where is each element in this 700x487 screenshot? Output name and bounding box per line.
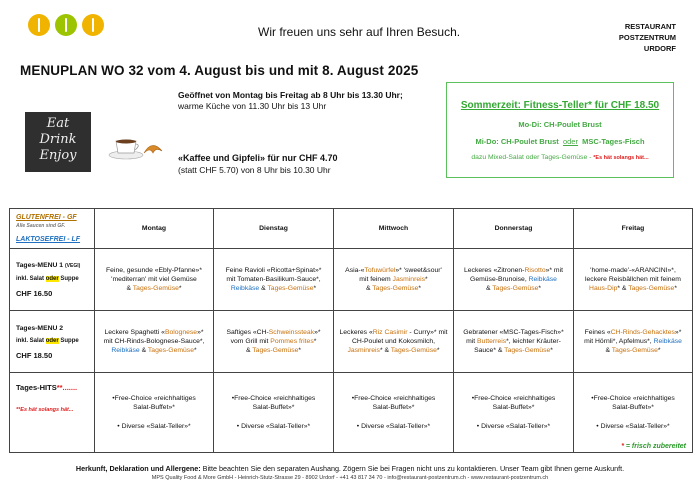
dish-gf: Riz Casimir [372, 329, 408, 336]
dish-text: »* 'sweet&sour' [395, 267, 442, 274]
restaurant-line: URDORF [643, 44, 676, 53]
dish-gf: Tages-Gemüse [611, 347, 658, 354]
kitchen-hours-line: warme Küche von 11.30 Uhr bis 13 Uhr [178, 101, 327, 111]
sommerzeit-text: MSC-Tages-Fisch [582, 137, 645, 146]
dish-text: Gemüse-Brunoise, [470, 276, 529, 283]
dish-text: Leckeres « [339, 329, 373, 336]
menu-cell [214, 249, 334, 311]
dish-text: mit Hörnli*, Apfelmus*, [584, 338, 654, 345]
hit-line: • Diverse «Salat-Teller»* [236, 423, 311, 430]
dish-gf: Tages-Gemüse [267, 285, 314, 292]
menu-cell [334, 373, 454, 453]
drink-word: Drink [39, 132, 77, 147]
day-header: Donnerstag [454, 209, 574, 249]
dish-line [458, 266, 569, 275]
dish-text: Leckere Spaghetti « [104, 329, 165, 336]
dish-text: & [245, 347, 253, 354]
dish-line: 'mediterran' mit viel Gemüse [111, 276, 197, 283]
hits-dots: ....... [62, 383, 78, 392]
hits-title-line [16, 383, 88, 392]
dish-line [458, 284, 569, 293]
dish-text: & [605, 347, 612, 354]
dish-text: - Curry»* mit [407, 329, 448, 336]
dish-line: Feine Ravioli «Ricotta+Spinat»* [225, 267, 322, 274]
dish-line: mit CH-Rinds-Bolognese-Sauce*, [103, 338, 205, 345]
footer-contact: MPS Quality Food & More GmbH - Heinrich-Stutz-Strasse 29 - 8902 Urdorf - +41 43 817 34 70 - info@restaurant-postzentrum.ch - www.restaurant-postzentrum.ch [151, 475, 549, 481]
dish-text: * [425, 276, 428, 283]
dish-line: leckere Reisbällchen mit feinem [585, 276, 681, 283]
dish-gf: Tages-Gemüse [492, 285, 539, 292]
dish-gf: Pommes frites [270, 338, 314, 345]
dish-line [458, 275, 569, 284]
table-row-hits [10, 373, 693, 453]
coffee-croissant-icon [108, 131, 164, 161]
frisch-text: = frisch zubereitet [623, 443, 686, 450]
dish-line [458, 346, 569, 355]
dish-line [578, 346, 688, 355]
dish-line: mit Tomaten-Basilikum-Sauce*, [226, 276, 321, 283]
menu-cell [214, 373, 334, 453]
dish-text: * [538, 285, 542, 292]
dish-line [218, 337, 329, 346]
laktosefrei-label: LAKTOSEFREI - LF [16, 236, 81, 243]
sommerzeit-line: Mo-Di: CH-Poulet Brust [518, 120, 602, 129]
restaurant-line: POSTZENTRUM [618, 33, 676, 42]
menu-cell [454, 373, 574, 453]
hits-stars: ** [56, 383, 63, 392]
dish-line [338, 328, 449, 337]
dish-line [218, 328, 329, 337]
dish-text: * [298, 347, 302, 354]
dish-text: * [313, 338, 317, 345]
dish-text: vom Grill mit [230, 338, 271, 345]
dish-line [338, 266, 449, 275]
menu-cell [454, 311, 574, 373]
menu2-inkl [16, 337, 88, 346]
dish-line: Reibkäse & Tages-Gemüse* [111, 347, 197, 354]
frisch-legend [621, 443, 686, 450]
oder-highlight: oder [45, 276, 59, 282]
dish-gf: Tages-Gemüse [132, 285, 179, 292]
hit-line: •Free-Choice «reichhaltiges [112, 395, 196, 402]
dish-text: * [178, 285, 182, 292]
menu-cell [334, 311, 454, 373]
dish-gf: Tages-Gemüse [372, 285, 419, 292]
logo [28, 14, 104, 36]
dish-line: Feine, gesunde «Ebly-Pfanne»* [106, 267, 202, 274]
herkunft-text: Bitte beachten Sie den separaten Aushang. Zögern Sie bei Fragen nicht uns zu kontaktieren. Unser Team gibt Ihnen gerne Auskunft. [200, 464, 625, 473]
coffee-offer-title: «Kaffee und Gipfeli» für nur CHF 4.70 [178, 153, 338, 163]
allergen-legend [10, 209, 95, 249]
menu1-title: Tages-MENU 1 [16, 262, 64, 269]
dish-gf: Tages-Gemüse [147, 347, 194, 354]
hit-line: Salat-Buffet»* [372, 404, 415, 411]
cutlery-spoon-icon [28, 14, 50, 36]
dish-lf: Reibkäse [653, 338, 682, 345]
menu-cell [454, 249, 574, 311]
hits-note: **Es hät solangs hät... [16, 407, 74, 413]
menu-cell [334, 249, 454, 311]
dish-text: »* [314, 329, 321, 336]
dish-gf: Butterreis [477, 338, 507, 345]
dish-text: mit [466, 338, 478, 345]
hit-line: • Diverse «Salat-Teller»* [476, 423, 551, 430]
inkl-text: inkl. Salat [16, 337, 45, 344]
opening-hours-line: Geöffnet von Montag bis Freitag ab 8 Uhr bis 13.30 Uhr; [178, 90, 403, 100]
dish-text: *, leichter Kräuter- [506, 338, 561, 345]
hit-line: Salat-Buffet»* [612, 404, 654, 411]
sommerzeit-text: dazu Mixed-Salat oder Tages-Gemüse - [471, 154, 594, 161]
sommerzeit-line [447, 137, 673, 146]
dish-line [99, 284, 209, 293]
sommerzeit-oder: oder [562, 137, 578, 146]
dish-text: * [657, 347, 661, 354]
hit-line: Salat-Buffet»* [492, 404, 535, 411]
dish-line [578, 328, 688, 337]
cutlery-fork-icon [55, 14, 77, 36]
day-header: Mittwoch [334, 209, 454, 249]
dish-line [218, 346, 329, 355]
herkunft-label: Herkunft, Deklaration und Allergene: [75, 464, 201, 473]
table-header-row [10, 209, 693, 249]
coffee-offer-detail: (statt CHF 5.70) von 8 Uhr bis 10.30 Uhr [178, 165, 331, 175]
menu1-tag: (VEGI) [64, 263, 81, 269]
oder-highlight: oder [45, 337, 59, 344]
menu2-price: CHF 18.50 [16, 350, 53, 360]
dish-lf: Reibkäse [111, 347, 140, 354]
hit-line: •Free-Choice «reichhaltiges [351, 395, 436, 402]
inkl-text: inkl. Salat [16, 276, 45, 282]
dish-line [338, 284, 449, 293]
suppe-text: Suppe [60, 276, 79, 282]
dish-text: * [313, 285, 317, 292]
cutlery-knife-icon [82, 14, 104, 36]
dish-gf: Tages-Gemüse [628, 285, 675, 292]
hits-title: Tages-HITS [16, 383, 57, 392]
dish-text: * & [617, 285, 629, 292]
menu-cell [95, 311, 214, 373]
dish-text: & [365, 285, 373, 292]
dish-text: * [436, 347, 440, 354]
dish-text: mit feinem [359, 276, 393, 283]
herkunft-note [0, 464, 700, 473]
glutenfrei-sub: Alle Saucen sind GF. [16, 223, 66, 229]
table-row-menu2 [10, 311, 693, 373]
hit-line: Salat-Buffet»* [133, 404, 175, 411]
opening-hours [178, 90, 403, 112]
dish-text: Saftiges «CH- [226, 329, 269, 336]
dish-gf: Schweinssteak [268, 329, 315, 336]
sommerzeit-box [446, 82, 674, 178]
menu-table [9, 208, 693, 453]
dish-text: Asia-« [345, 267, 365, 274]
dish-line: Jasminreis* & Tages-Gemüse* [347, 347, 440, 354]
day-header: Dienstag [214, 209, 334, 249]
dish-gf: Jasminreis [392, 276, 426, 283]
menu1-price: CHF 16.50 [16, 289, 53, 298]
dish-line [338, 275, 449, 284]
restaurant-name [619, 21, 676, 54]
menu2-header [10, 311, 95, 373]
page-title: MENUPLAN WO 32 vom 4. August bis und mit 8. August 2025 [20, 63, 419, 78]
menu-cell [574, 373, 693, 453]
sommerzeit-title: Sommerzeit: Fitness-Teller* für CHF 18.50 [460, 100, 660, 111]
hits-header [10, 373, 95, 453]
dish-text: * [418, 285, 422, 292]
dish-text: Sauce* & [474, 347, 505, 354]
dish-gf: Risotto [524, 267, 546, 274]
eat-drink-enjoy-image [25, 112, 91, 172]
dish-line [458, 337, 569, 346]
dish-lf: Reibkäse [528, 276, 557, 283]
dish-gf: Tages-Gemüse [390, 347, 437, 354]
dish-line [578, 337, 688, 346]
dish-gf: CH-Rinds-Gehacktes [610, 329, 675, 336]
sommerzeit-line [447, 154, 673, 161]
hit-line: •Free-Choice «reichhaltiges [591, 395, 675, 402]
dish-gf: Tages-Gemüse [504, 347, 551, 354]
dish-line: 'home-made'-«ARANCINI»*, [590, 267, 676, 274]
dish-line: CH-Poulet und Kokosmilch, [351, 338, 436, 345]
menu-cell [574, 249, 693, 311]
menu1-inkl [16, 275, 88, 284]
restaurant-line: RESTAURANT [624, 22, 676, 31]
dish-text: »* [197, 329, 204, 336]
dish-gf: Tages-Gemüse [252, 347, 299, 354]
dish-text: * [193, 347, 197, 354]
menu-cell [574, 311, 693, 373]
welcome-text: Wir freuen uns sehr auf Ihren Besuch. [258, 25, 461, 39]
coffee-offer [178, 152, 338, 176]
dish-line: Reibkäse & Tages-Gemüse* [230, 285, 317, 292]
menu-cell [95, 373, 214, 453]
eat-word: Eat [46, 116, 70, 131]
dish-text: & [126, 285, 133, 292]
hit-line: Salat-Buffet»* [252, 404, 295, 411]
dish-gf: Haus-Dip [589, 285, 618, 292]
menu-cell [214, 311, 334, 373]
dish-lf: Reibkäse [230, 285, 260, 292]
menu1-header [10, 249, 95, 311]
dish-text: * [550, 347, 553, 354]
menu2-title: Tages-MENU 2 [16, 324, 64, 332]
dish-gf: Jasminreis [347, 347, 380, 354]
dish-line [578, 284, 688, 293]
dish-text: Leckeres «Zitronen- [464, 267, 525, 274]
hit-line: • Diverse «Salat-Teller»* [356, 423, 431, 430]
dish-gf: Tofuwürfel [364, 267, 396, 274]
dish-text: Feines « [584, 329, 611, 336]
frisch-star: * [621, 443, 624, 450]
dish-text: & [485, 285, 493, 292]
sommerzeit-note: *Es hät solangs hät... [593, 155, 649, 161]
day-header: Freitag [574, 209, 693, 249]
hit-line: • Diverse «Salat-Teller»* [596, 423, 670, 430]
day-header: Montag [95, 209, 214, 249]
dish-gf: Bolognese [164, 329, 198, 336]
suppe-text: Suppe [60, 337, 79, 344]
enjoy-word: Enjoy [39, 148, 77, 163]
dish-line: Gebratener «MSC-Tages-Fisch»* [463, 329, 564, 336]
table-row-menu1 [10, 249, 693, 311]
hit-line: •Free-Choice «reichhaltiges [471, 395, 556, 402]
dish-text: »* [674, 329, 682, 336]
dish-text: »* mit [545, 267, 563, 274]
hit-line: • Diverse «Salat-Teller»* [117, 423, 191, 430]
hit-line: •Free-Choice «reichhaltiges [231, 395, 316, 402]
glutenfrei-label: GLUTENFREI - GF [16, 214, 77, 221]
menu-cell [95, 249, 214, 311]
sommerzeit-text: Mi-Do: CH-Poulet Brust [475, 137, 559, 146]
dish-text: * [674, 285, 677, 292]
dish-line [99, 328, 209, 337]
